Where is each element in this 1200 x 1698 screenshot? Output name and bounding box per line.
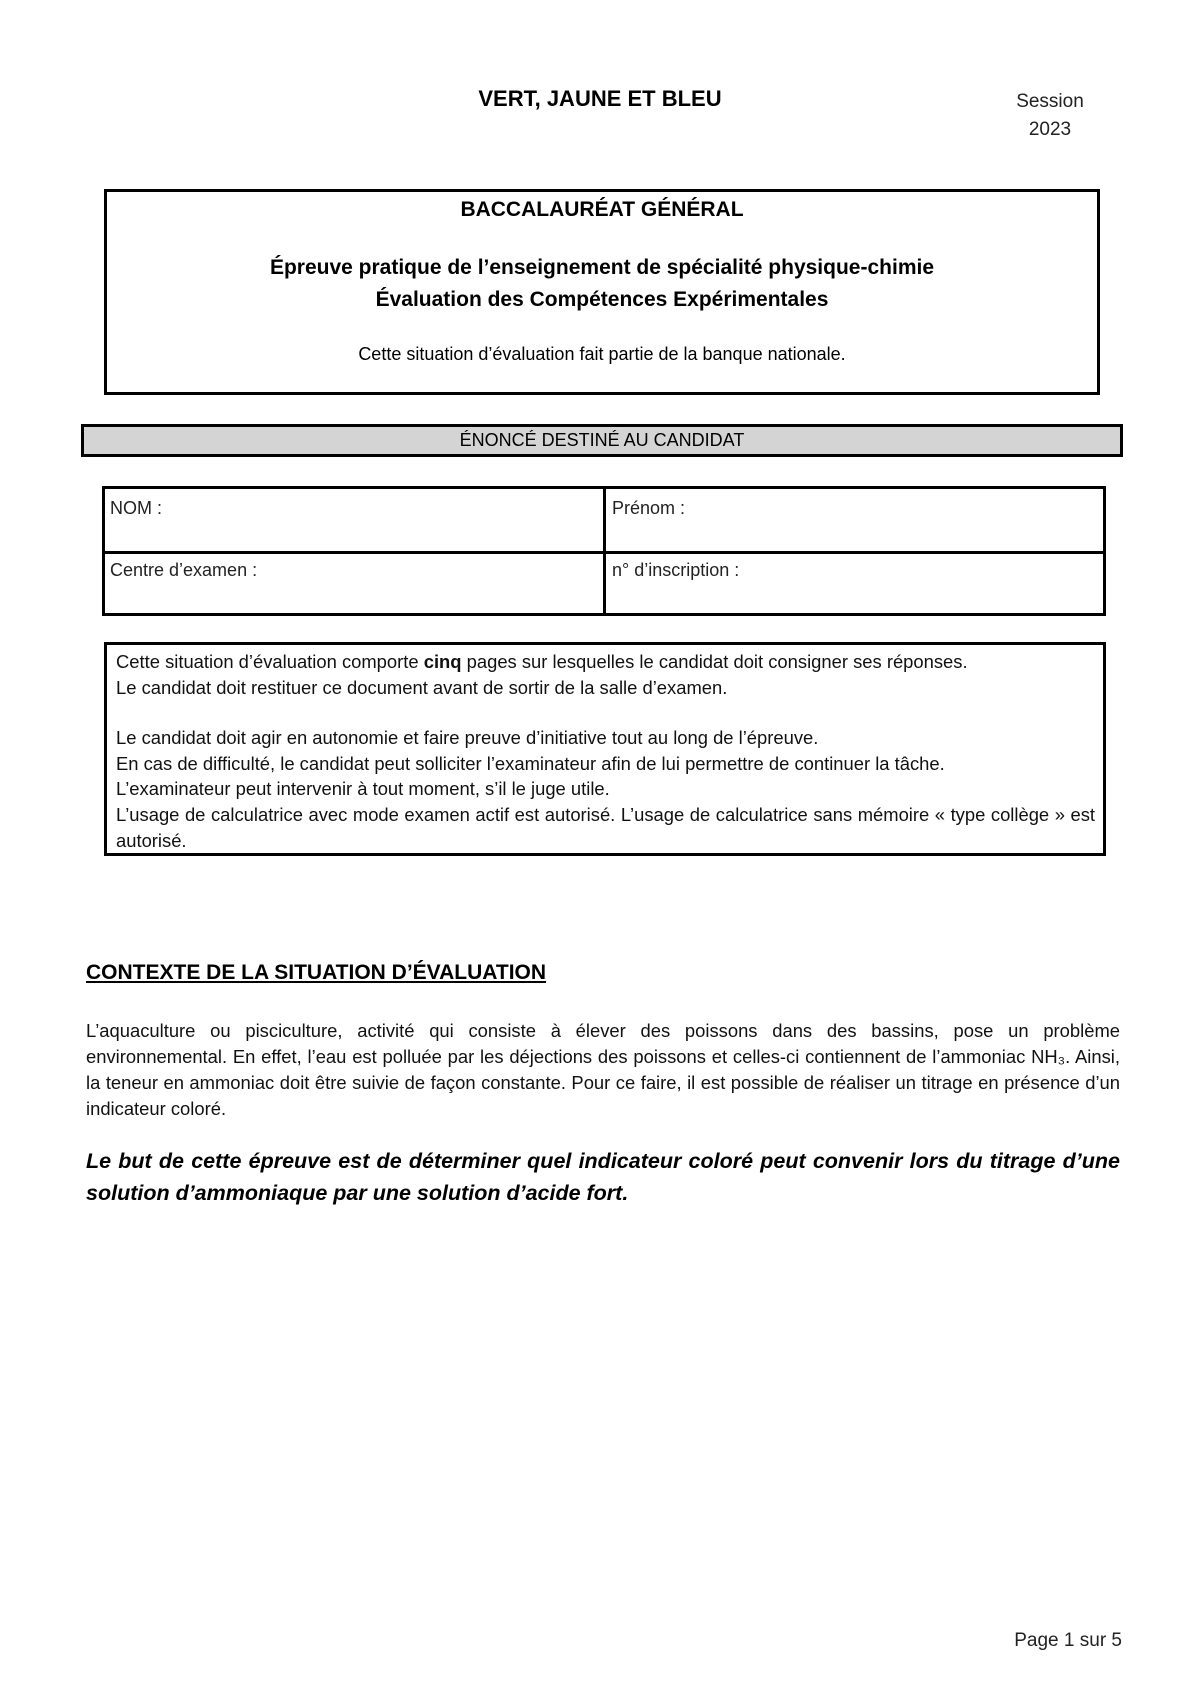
instruction-examiner: L’examinateur peut intervenir à tout moment, s’il le juge utile. [116, 778, 610, 800]
inscription-number-field[interactable]: n° d’inscription : [612, 560, 740, 580]
instruction-difficulty: En cas de difficulté, le candidat peut solliciter l’examinateur afin de lui permettre de continuer la tâche. [116, 752, 945, 774]
pages-count: cinq [423, 651, 462, 672]
context-heading: CONTEXTE DE LA SITUATION D’ÉVALUATION [86, 961, 547, 984]
prenom-field[interactable]: Prénom : [612, 498, 686, 518]
document-title: VERT, JAUNE ET BLEU [478, 86, 722, 111]
exam-note: Cette situation d’évaluation fait partie de la banque nationale. [358, 344, 846, 364]
candidate-statement-banner: ÉNONCÉ DESTINÉ AU CANDIDAT [81, 424, 1123, 457]
nom-field[interactable]: NOM : [110, 498, 162, 518]
session-label: Session [1016, 91, 1084, 112]
instruction-autonomy: Le candidat doit agir en autonomie et faire preuve d’initiative tout au long de l’épreuve. [116, 727, 819, 749]
exam-subtitle-line2: Évaluation des Compétences Expérimentales [375, 288, 829, 311]
exam-title: BACCALAURÉAT GÉNÉRAL [460, 198, 744, 221]
instruction-calculator: L’usage de calculatrice avec mode examen actif est autorisé. L’usage de calculatrice sans mémoire « type collège » est autorisé. [116, 803, 1095, 851]
exam-header-box [104, 189, 1100, 395]
page-number: Page 1 sur 5 [1014, 1630, 1122, 1651]
centre-examen-field[interactable]: Centre d’examen : [110, 560, 258, 580]
evaluation-goal: Le but de cette épreuve est de déterminer quel indicateur coloré peut convenir lors du titrage d’une solution d’ammoniaque par une solution d’acide fort. [86, 1149, 1120, 1205]
exam-subtitle-line1: Épreuve pratique de l’enseignement de spécialité physique-chimie [269, 256, 935, 279]
table-divider-horizontal [105, 551, 1103, 554]
session-year: 2023 [1028, 119, 1072, 140]
instruction-return: Le candidat doit restituer ce document avant de sortir de la salle d’examen. [116, 676, 728, 698]
candidate-identity-table [102, 486, 1106, 616]
instructions-box [104, 642, 1106, 856]
context-paragraph: L’aquaculture ou pisciculture, activité qui consiste à élever des poissons dans des bassins, pose un problème environnemental. En effet, l’eau est polluée par les déjections des poissons et celles-ci contiennent de l’ammoniac NH₃. Ainsi, la teneur en ammoniac doit être suivie de façon constante. Pour ce faire, il est possible de réaliser un titrage en présence d’un indicateur coloré. [86, 1020, 1120, 1119]
instruction-pages: Cette situation d’évaluation comporte cinq pages sur lesquelles le candidat doit consigner ses réponses. [116, 651, 968, 672]
session-info [1000, 88, 1100, 144]
